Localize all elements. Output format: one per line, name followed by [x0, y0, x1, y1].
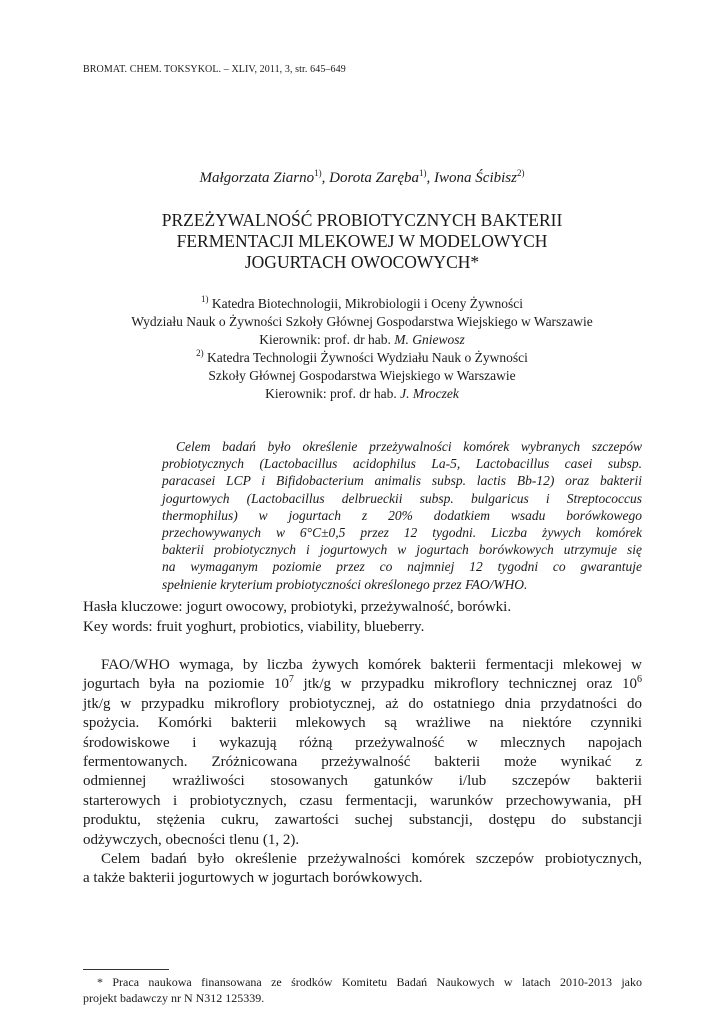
affiliation-1: [0, 295, 724, 349]
exponent: 6: [636, 674, 642, 686]
affiliation-faculty: Szkoły Głównej Gospodarstwa Wiejskiego w Warszawie: [208, 368, 516, 383]
body-line: spożycia. Komórki bakterii mlekowych są wrażliwe na niektóre czynniki: [83, 715, 642, 732]
keywords-english: Key words: fruit yoghurt, probiotics, viability, blueberry.: [83, 619, 425, 635]
author-name: Dorota Zaręba: [329, 170, 420, 186]
author-affiliation-mark: 2): [516, 168, 525, 178]
affiliation-faculty: Wydziału Nauk o Żywności Szkoły Głównej Gospodarstwa Wiejskiego w Warszawie: [131, 314, 593, 329]
body-line: starterowych i probiotycznych, czasu fermentacji, warunków przechowywania, pH: [83, 792, 642, 809]
footnote-line: projekt badawczy nr N N312 125339.: [83, 990, 265, 1005]
body-line: a także bakterii jogurtowych w jogurtach borówkowych.: [83, 870, 423, 887]
affiliation-2: [0, 349, 724, 403]
abstract-line: thermophilus) w jogurtach z 20% dodatkiem wsadu borówkowego: [162, 507, 642, 523]
abstract-line: spełnienie kryterium probiotyczności określonego przez FAO/WHO.: [162, 576, 528, 592]
paper-title: [0, 210, 724, 273]
affiliation-head-label: Kierownik: prof. dr hab.: [259, 332, 395, 347]
affiliation-mark: 1): [200, 294, 209, 304]
body-text: [83, 656, 642, 889]
title-line: JOGURTACH OWOCOWYCH*: [244, 252, 480, 272]
author-separator: ,: [426, 170, 435, 186]
affiliation-head-name: M. Gniewosz: [394, 332, 465, 347]
abstract-line: bakterii probiotycznych i jogurtowych w jogurtach borówkowych utrzymuje się: [162, 542, 642, 558]
author-name: Małgorzata Ziarno: [199, 170, 315, 186]
abstract-line: Celem badań było określenie przeżywalności komórek wybranych szczepów: [176, 439, 642, 454]
affiliation-mark: 2): [196, 348, 204, 358]
title-line: FERMENTACJI MLEKOWEJ W MODELOWYCH: [176, 231, 548, 251]
keywords-polish: Hasła kluczowe: jogurt owocowy, probiotyki, przeżywalność, borówki.: [83, 599, 512, 615]
body-line: produktu, stężenia cukru, zawartości suchej substancji, dostępu do substancji: [83, 812, 642, 829]
body-line: [83, 675, 642, 694]
abstract-line: paracasei LCP i Bifidobacterium animalis subsp. lactis Bb-12) oraz bakterii: [162, 473, 642, 489]
footnote-divider: [83, 969, 169, 970]
abstract-line: przechowywanych w 6°C±0,5 przez 12 tygodni. Liczba żywych komórek: [162, 524, 642, 540]
body-line: środowiskowe i wykazują różną przeżywalność w mlecznych napojach: [83, 734, 642, 751]
body-line: odżywczych, obecności tlenu (1, 2).: [83, 831, 300, 848]
keywords-block: [83, 597, 643, 637]
affiliation-head-label: Kierownik: prof. dr hab.: [265, 386, 401, 401]
body-line: fermentowanych. Zróżnicowana przeżywalność bakterii może wynikać z: [83, 753, 642, 770]
abstract: [162, 438, 642, 593]
running-head: BROMAT. CHEM. TOKSYKOL. – XLIV, 2011, 3, str. 645–649: [83, 64, 346, 75]
affiliation-department: Katedra Technologii Żywności Wydziału Nauk o Żywności: [206, 350, 528, 365]
footnote: [83, 975, 642, 1006]
footnote-line: * Praca naukowa finansowana ze środków Komitetu Badań Naukowych w latach 2010-2013 jako: [97, 975, 642, 989]
body-line-part: jtk/g w przypadku mikroflory technicznej oraz 10: [293, 676, 637, 693]
abstract-line: jogurtowych (Lactobacillus delbrueckii subsp. bulgaricus i Streptococcus: [162, 490, 642, 506]
abstract-line: na wymaganym poziomie przez co najmniej 12 tygodni co gwarantuje: [162, 559, 642, 575]
exponent: 7: [288, 674, 294, 686]
author-affiliation-mark: 1): [314, 168, 322, 178]
body-line: odmiennej wrażliwości stosowanych gatunków i/lub szczepów bakterii: [83, 773, 642, 790]
body-line-part: jogurtach była na poziomie 10: [83, 676, 289, 693]
title-line: PRZEŻYWALNOŚĆ PROBIOTYCZNYCH BAKTERII: [161, 210, 563, 230]
author-separator: ,: [321, 170, 330, 186]
affiliation-department: Katedra Biotechnologii, Mikrobiologii i Oceny Żywności: [211, 296, 524, 311]
body-line: jtk/g w przypadku mikroflory probiotycznej, aż do ostatniego dnia przydatności do: [83, 695, 642, 712]
affiliation-head-name: J. Mroczek: [400, 386, 459, 401]
body-line: FAO/WHO wymaga, by liczba żywych komórek bakterii fermentacji mlekowej w: [101, 657, 642, 673]
body-line: Celem badań było określenie przeżywalności komórek szczepów probiotycznych,: [101, 850, 642, 867]
author-affiliation-mark: 1): [419, 168, 427, 178]
abstract-line: probiotycznych (Lactobacillus acidophilus La-5, Lactobacillus casei subsp.: [162, 456, 642, 472]
author-name: Iwona Ścibisz: [434, 170, 517, 186]
author-list: [0, 170, 724, 187]
